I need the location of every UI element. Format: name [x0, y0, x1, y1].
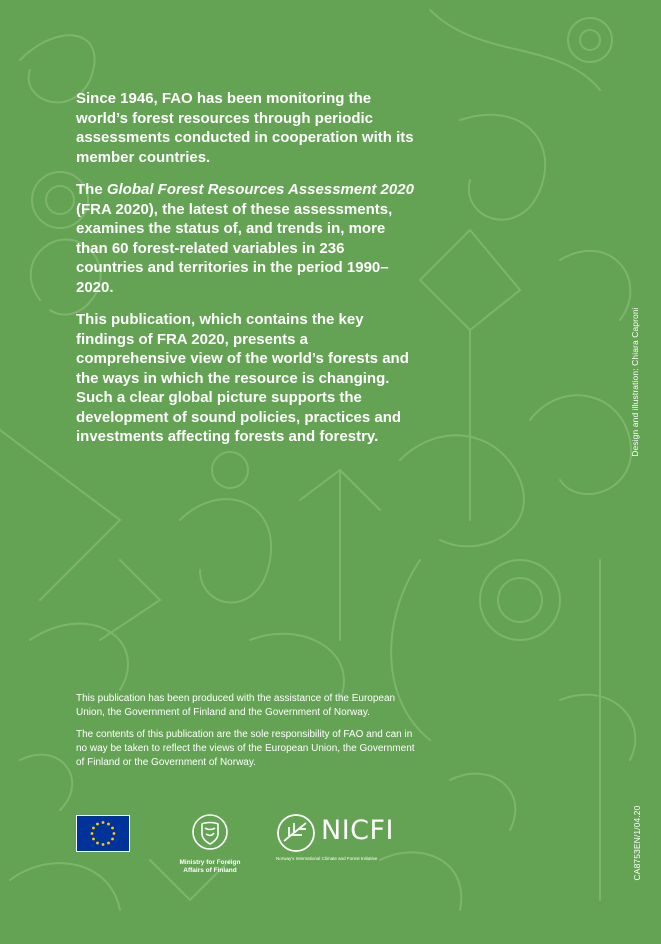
fra-paragraph: [76, 180, 416, 297]
eu-star: [111, 838, 114, 841]
eu-star: [111, 827, 114, 830]
eu-star: [91, 832, 94, 835]
eu-star: [113, 832, 116, 835]
eu-star: [102, 821, 105, 824]
fra-paragraph-lead: The: [76, 181, 107, 198]
intro-paragraph: Since 1946, FAO has been monitoring the world’s forest resources through periodic assessments conducted in cooperation with its member countries.: [76, 90, 414, 166]
finland-label-line-2: Affairs of Finland: [183, 867, 237, 874]
eu-star: [96, 842, 99, 845]
disclaimer-note: The contents of this publication are the sole responsibility of FAO and can in no way be taken to reflect the views of the European Union, the Government of Finland or the Government of Norway.: [76, 729, 415, 768]
fra-paragraph-rest: (FRA 2020), the latest of these assessments, examines the status of, and trends in, more than 60 forest-related variables in 236 countries and territories in the period 1990–2020.: [76, 200, 393, 296]
finland-label: [168, 859, 252, 875]
eu-star: [107, 823, 110, 826]
funding-notes: [76, 692, 421, 778]
finland-logo: [168, 812, 252, 875]
nicfi-logo: [276, 813, 396, 861]
funding-note: This publication has been produced with the assistance of the European Union, the Government of Finland and the Government of Norway.: [76, 693, 396, 718]
eu-star: [107, 842, 110, 845]
nicfi-leaf-icon: [276, 813, 316, 853]
finland-coat-of-arms-icon: [188, 812, 232, 852]
nicfi-subtitle: Norway's International Climate and Forest Initiative: [276, 856, 378, 861]
design-credit: Design and illustration: Chiara Caproni: [630, 307, 640, 457]
publication-code: CA8753EN/1/04.20: [632, 805, 642, 881]
fra-title: Global Forest Resources Assessment 2020: [106, 181, 414, 198]
nicfi-wordmark: NICFI: [321, 815, 395, 846]
eu-flag-icon: [76, 815, 130, 852]
main-body-text: [76, 89, 416, 460]
eu-star: [92, 838, 95, 841]
eu-star: [96, 823, 99, 826]
eu-star: [102, 843, 105, 846]
eu-star: [92, 827, 95, 830]
finland-label-line-1: Ministry for Foreign: [179, 859, 241, 866]
publication-paragraph: This publication, which contains the key findings of FRA 2020, presents a comprehensive view of the world’s forests and the ways in which the resource is changing. Such a clear global picture supports the development of sound policies, practices and investments affecting forests and forestry.: [76, 311, 409, 445]
